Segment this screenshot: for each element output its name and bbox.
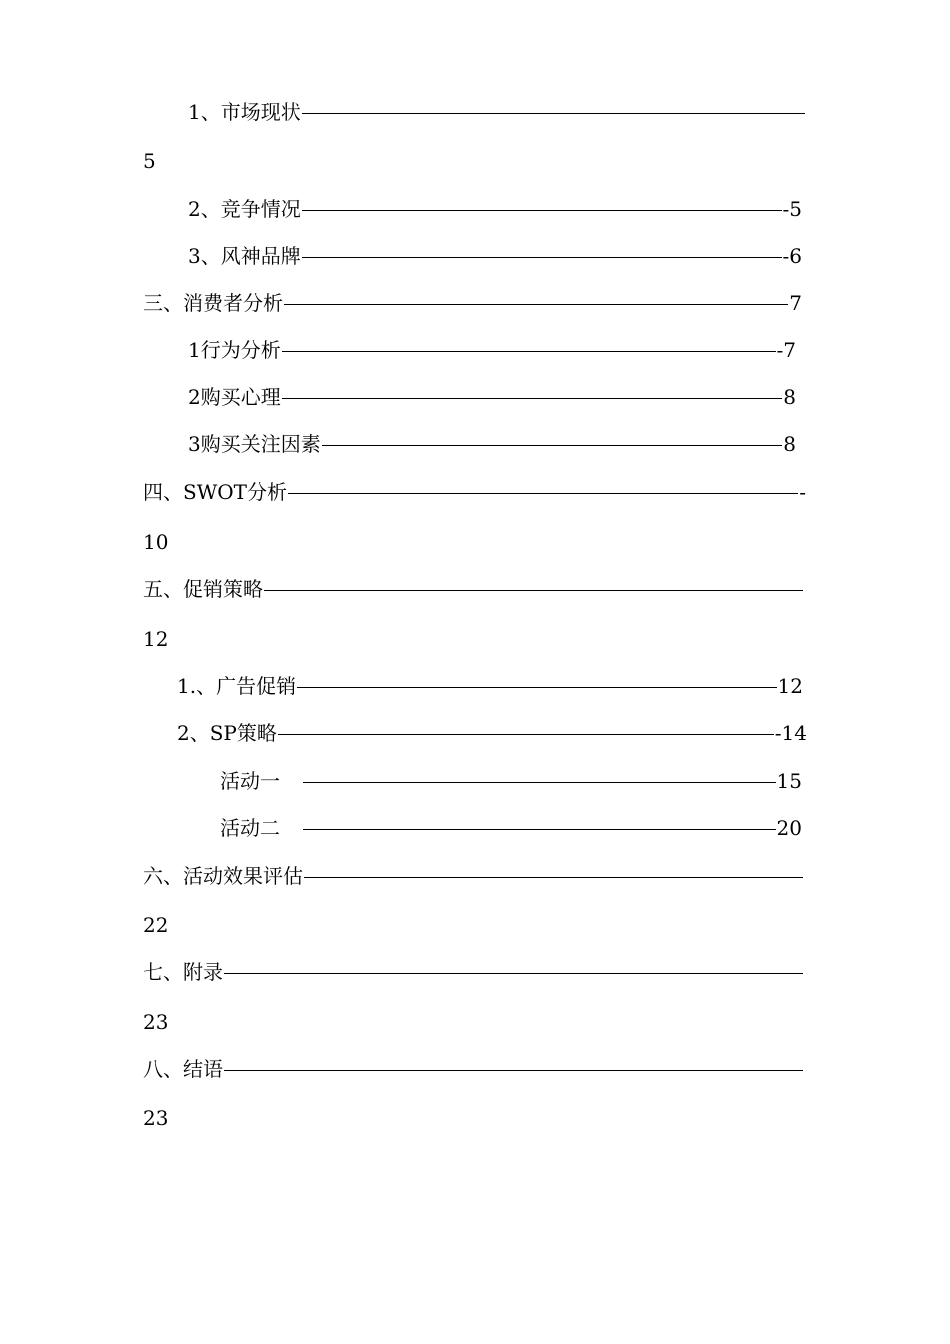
toc-entry-sp-strategy[interactable] — [177, 718, 807, 748]
toc-entry-competition[interactable] — [188, 194, 802, 224]
toc-entry-page-number: 23 — [143, 1106, 169, 1130]
toc-leader-line — [303, 829, 776, 830]
toc-leader-line — [224, 1070, 803, 1071]
toc-entry-label: 八、结语 — [143, 1057, 223, 1081]
toc-entry-fengshen-brand[interactable] — [188, 241, 802, 271]
toc-leader-line — [304, 877, 803, 878]
toc-leader-line — [288, 493, 798, 494]
toc-entry-label: 1.、广告促销 — [177, 674, 297, 698]
toc-entry-page-number: 8 — [783, 432, 796, 456]
toc-entry-label: 三、消费者分析 — [143, 291, 283, 315]
toc-entry-ad-promotion[interactable] — [177, 671, 803, 701]
toc-entry-label: 七、附录 — [143, 960, 223, 984]
toc-entry-label: 六、活动效果评估 — [143, 864, 303, 888]
toc-entry-promotion-strategy[interactable] — [143, 574, 804, 604]
toc-entry-label: 2、竞争情况 — [188, 197, 301, 221]
toc-entry-page-number: 12 — [777, 674, 803, 698]
toc-entry-behavior-analysis[interactable] — [188, 335, 796, 365]
toc-entry-label: 五、促销策略 — [143, 577, 263, 601]
toc-entry-appendix[interactable] — [143, 957, 804, 987]
toc-entry-page-number: -6 — [782, 244, 802, 268]
toc-entry-page-number: 23 — [143, 1010, 169, 1034]
toc-entry-page-number: 22 — [143, 913, 169, 937]
toc-entry-page-number: 12 — [143, 627, 169, 651]
toc-leader-line — [278, 734, 774, 735]
toc-entry-page-number: 5 — [143, 149, 156, 173]
toc-entry-label: 1行为分析 — [188, 338, 281, 362]
toc-entry-page-number: 15 — [776, 769, 802, 793]
toc-entry-effect-evaluation[interactable] — [143, 861, 804, 891]
toc-entry-page-number: -14 — [774, 721, 807, 745]
toc-entry-label: 活动一 — [220, 769, 280, 793]
toc-entry-activity-two[interactable] — [220, 813, 802, 843]
toc-entry-label: 3购买关注因素 — [188, 432, 321, 456]
toc-entry-label: 1、市场现状 — [188, 100, 301, 124]
toc-entry-page-number: 7 — [789, 291, 802, 315]
toc-leader-line — [282, 398, 783, 399]
toc-leader-line — [322, 445, 783, 446]
toc-entry-label: 2、SP策略 — [177, 721, 277, 745]
toc-leader-line — [302, 113, 805, 114]
toc-leader-line — [302, 210, 782, 211]
toc-entry-page-number: 10 — [143, 530, 169, 554]
toc-entry-market-status[interactable] — [188, 97, 806, 127]
toc-entry-page-number: 8 — [783, 385, 796, 409]
toc-entry-page-number: - — [799, 480, 806, 504]
toc-leader-line — [224, 973, 803, 974]
toc-leader-line — [302, 257, 782, 258]
toc-entry-purchase-psychology[interactable] — [188, 382, 796, 412]
toc-entry-consumer-analysis[interactable] — [143, 288, 802, 318]
toc-entry-page-number: -5 — [782, 197, 802, 221]
toc-entry-label: 四、SWOT分析 — [143, 480, 287, 504]
toc-entry-page-number: -7 — [776, 338, 796, 362]
toc-entry-swot-analysis[interactable] — [143, 477, 806, 507]
toc-leader-line — [303, 782, 776, 783]
toc-leader-line — [264, 590, 803, 591]
toc-entry-label: 活动二 — [220, 816, 280, 840]
toc-entry-purchase-factors[interactable] — [188, 429, 796, 459]
toc-entry-label: 2购买心理 — [188, 385, 281, 409]
toc-entry-page-number: 20 — [776, 816, 802, 840]
toc-entry-activity-one[interactable] — [220, 766, 802, 796]
toc-leader-line — [284, 304, 788, 305]
toc-entry-conclusion[interactable] — [143, 1054, 804, 1084]
toc-leader-line — [282, 351, 776, 352]
toc-entry-label: 3、风神品牌 — [188, 244, 301, 268]
toc-leader-line — [297, 687, 776, 688]
